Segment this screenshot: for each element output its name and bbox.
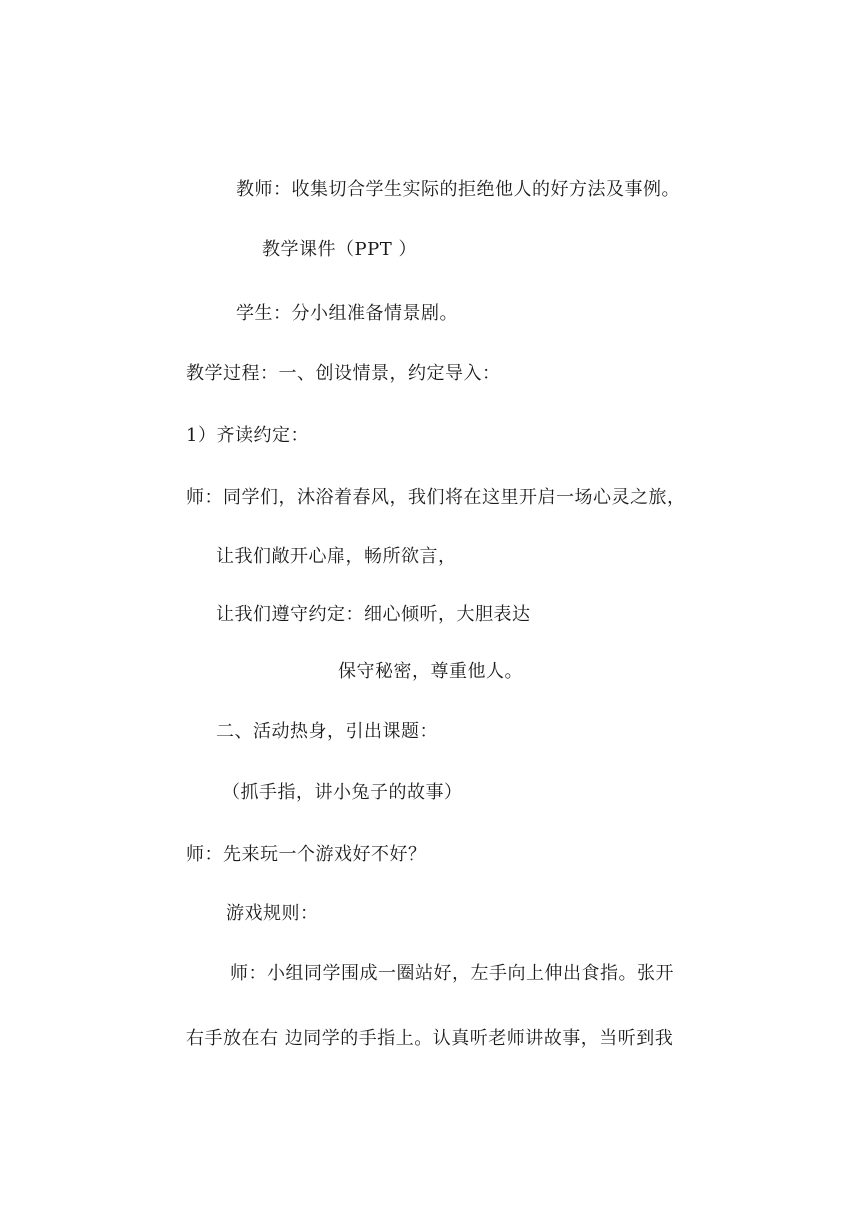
game-prompt-line: 师：先来玩一个游戏好不好？ (186, 844, 427, 865)
teacher-prep-line: 教师：收集切合学生实际的拒绝他人的好方法及事例。 (236, 179, 680, 200)
section-two-heading: 二、活动热身，引出课题： (216, 721, 438, 742)
courseware-line: 教学课件（PPT ） (262, 239, 417, 260)
student-prep-line: 学生：分小组准备情景剧。 (236, 303, 458, 324)
open-heart-line: 让我们敞开心扉，畅所欲言， (216, 546, 457, 567)
activity-note-line: （抓手指，讲小兔子的故事） (222, 782, 463, 803)
game-rules-heading: 游戏规则： (226, 903, 319, 924)
rules-line-one: 师：小组同学围成一圈站好，左手向上伸出食指。张开 (230, 963, 674, 984)
process-heading: 教学过程：一、创设情景，约定导入： (186, 363, 501, 384)
rules-line-two: 右手放在右 边同学的手指上。认真听老师讲故事，当听到我 (186, 1028, 674, 1049)
teacher-intro-line: 师：同学们，沐浴着春风，我们将在这里开启一场心灵之旅， (186, 487, 686, 508)
agreement-line: 让我们遵守约定：细心倾听，大胆表达 (216, 604, 531, 625)
step-one-line: 1）齐读约定： (186, 425, 309, 446)
respect-line: 保守秘密，尊重他人。 (338, 661, 523, 682)
